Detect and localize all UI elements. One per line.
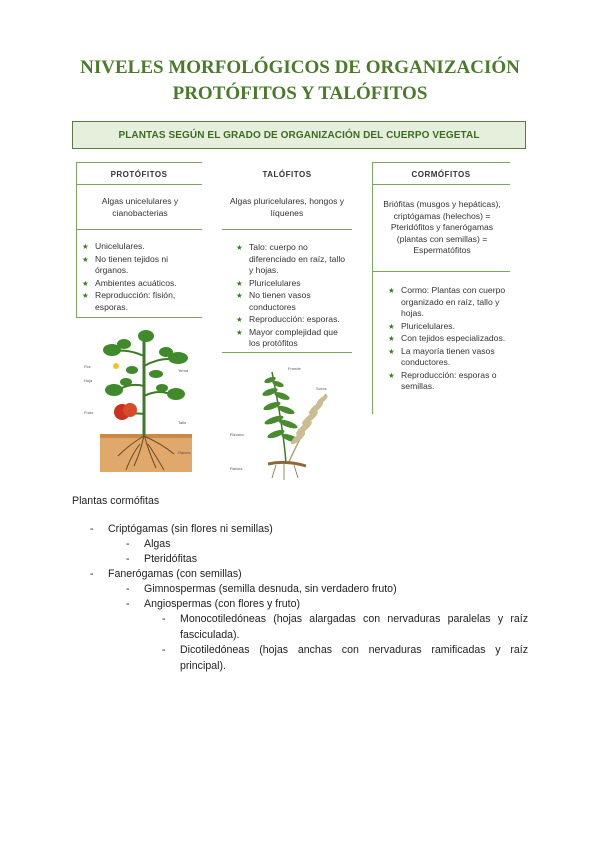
divider	[76, 184, 202, 185]
list-item: -	[126, 538, 130, 550]
list-item-fanerogamas: Fanerógamas (con semillas)	[108, 568, 242, 580]
list-item-algas: Algas	[144, 538, 171, 550]
protofitos-description: Algas unicelulares y cianobacterias	[101, 196, 179, 218]
divider	[372, 162, 373, 414]
protofitos-heading: PROTÓFITOS	[110, 170, 168, 179]
divider	[372, 271, 510, 272]
divider	[372, 162, 510, 163]
list-item: ★ Ambientes acuáticos.	[82, 278, 200, 290]
list-item: -	[162, 644, 166, 656]
divider	[76, 229, 202, 230]
list-item: ★ Unicelulares.	[82, 241, 200, 253]
divider	[76, 162, 202, 163]
list-item: ★ Reproducción: esporas.	[236, 314, 350, 326]
list-item: ★ Cormo: Plantas con cuerpo organizado en raíz, tallo y hojas.	[388, 285, 510, 320]
divider	[222, 229, 352, 230]
talofitos-heading: TALÓFITOS	[262, 170, 312, 179]
fern-label-rhizome: Rizoma	[230, 432, 244, 437]
tomato-label-fruto: Fruto	[84, 410, 94, 415]
page-subtitle: PROTÓFITOS Y TALÓFITOS	[172, 83, 428, 104]
list-item-pteridofitas: Pteridófitas	[144, 553, 197, 565]
list-item: -	[126, 583, 130, 595]
talofitos-features	[236, 242, 350, 351]
list-item: -	[90, 523, 94, 535]
fern-illustration	[226, 362, 348, 482]
cormofitos-description: Briófitas (musgos y hepáticas), criptógamas (helechos) = Pteridófitos y fanerógamas (plantas con semillas) = Espermatófitos	[383, 199, 501, 255]
list-item: ★ No tienen vasos conductores	[236, 290, 350, 313]
tomato-label-hoja: Hoja	[84, 378, 93, 383]
tomato-label-raices: Raíces	[178, 450, 191, 455]
list-item: ★ Con tejidos especializados.	[388, 333, 510, 345]
tomato-label-tallo: Tallo	[178, 420, 187, 425]
cormofitos-features	[388, 285, 510, 394]
list-item-dicotiledoneas: Dicotiledóneas (hojas anchas con nervaduras ramificadas y raíz principal).	[180, 644, 528, 672]
list-item: ★ Reproducción: fisión, esporas.	[82, 290, 200, 313]
list-item: -	[90, 568, 94, 580]
divider	[222, 352, 352, 353]
tomato-label-yema: Yema	[178, 368, 189, 373]
list-item-gimnospermas: Gimnospermas (semilla desnuda, sin verdadero fruto)	[144, 583, 397, 595]
divider	[372, 184, 510, 185]
divider	[76, 317, 202, 318]
divider	[76, 162, 77, 318]
fern-label-fronde: Fronde	[288, 366, 301, 371]
list-item: ★ Pluricelulares	[236, 278, 350, 290]
protofitos-features	[82, 241, 200, 314]
list-item: ★ Talo: cuerpo no diferenciado en raíz, tallo y hojas.	[236, 242, 350, 277]
classification-heading: Plantas cormófitas	[72, 495, 160, 507]
fern-label-sporangia: Soros	[316, 386, 327, 391]
list-item: ★ No tienen tejidos ni órganos.	[82, 254, 200, 277]
cormofitos-heading: CORMÓFITOS	[411, 170, 471, 179]
page-title: NIVELES MORFOLÓGICOS DE ORGANIZACIÓN	[80, 57, 520, 78]
list-item-monocotiledoneas: Monocotiledóneas (hojas alargadas con nervaduras paralelas y raíz fasciculada).	[180, 613, 528, 641]
list-item: -	[162, 613, 166, 625]
list-item-angiospermas: Angiospermas (con flores y fruto)	[144, 598, 301, 610]
list-item-criptogamas: Criptógamas (sin flores ni semillas)	[108, 523, 273, 535]
list-item: ★ Pluricelulares.	[388, 321, 510, 333]
list-item: ★ Mayor complejidad que los protófitos	[236, 327, 350, 350]
tomato-label-flor: Flor	[84, 364, 91, 369]
list-item: ★ La mayoría tienen vasos conductores.	[388, 346, 510, 369]
section-banner: PLANTAS SEGÚN EL GRADO DE ORGANIZACIÓN DEL CUERPO VEGETAL	[72, 121, 526, 149]
list-item: ★ Reproducción: esporas o semillas.	[388, 370, 510, 393]
list-item: -	[126, 598, 130, 610]
list-item: -	[126, 553, 130, 565]
fern-label-roots: Raíces	[230, 466, 243, 471]
tomato-plant-illustration	[82, 326, 204, 474]
talofitos-description: Algas pluricelulares, hongos y líquenes	[229, 196, 345, 218]
